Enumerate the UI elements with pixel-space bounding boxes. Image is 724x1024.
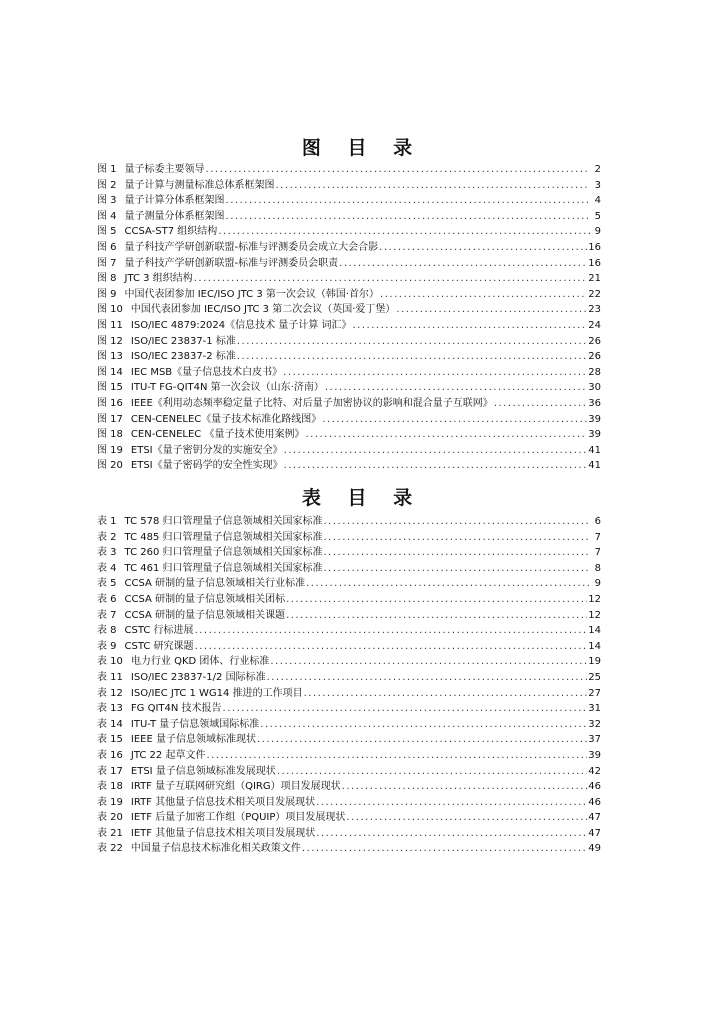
figure-entry[interactable] [97, 412, 601, 428]
entry-title: ISO/IEC 23837-1 标准 [130, 335, 236, 347]
entry-title: ETSI《量子密码学的安全性实现》 [130, 460, 283, 472]
dot-leader [284, 443, 588, 459]
entry-title: CCSA-ST7 组织结构 [124, 226, 218, 238]
entry-label: 图 13 [97, 351, 123, 363]
entry-page-number: 28 [588, 366, 601, 378]
entry-title: ISO/IEC 23837-1/2 国际标准 [130, 671, 266, 683]
entry-page-number: 9 [594, 226, 601, 238]
entry-page-number: 14 [588, 625, 601, 637]
dot-leader [218, 224, 590, 240]
table-entry[interactable] [97, 779, 601, 795]
dot-leader [339, 256, 587, 272]
entry-title: 中国代表团参加 IEC/ISO JTC 3 第二次会议（英国·爱丁堡） [130, 304, 396, 316]
entry-title: ISO/IEC JTC 1 WG14 推进的工作项目 [130, 687, 303, 699]
dot-leader [267, 670, 588, 686]
entry-page-number: 23 [588, 304, 601, 316]
dot-leader [226, 209, 590, 225]
entry-title: 量子科技产学研创新联盟-标准与评测委员会职责 [124, 257, 339, 269]
entry-title: CEN-CENELEC《量子技术标准化路线图》 [130, 413, 322, 425]
entry-label: 图 20 [97, 460, 123, 472]
dot-leader [306, 576, 590, 592]
entry-label: 表 22 [97, 843, 123, 855]
entry-page-number: 36 [588, 397, 601, 409]
entry-title: 电力行业 QKD 团体、行业标准 [130, 656, 270, 668]
entry-title: IRTF 其他量子信息技术相关项目发展现状 [130, 796, 316, 808]
dot-leader [304, 686, 588, 702]
entry-label: 表 7 [97, 609, 117, 621]
table-entry[interactable] [97, 639, 601, 655]
figure-entry[interactable] [97, 193, 601, 209]
entry-title: 中国代表团参加 IEC/ISO JTC 3 第一次会议（韩国·首尔） [124, 288, 380, 300]
figure-entry[interactable] [97, 380, 601, 396]
entry-title: IETF 后量子加密工作组（PQUIP）项目发展现状 [130, 812, 346, 824]
dot-leader [206, 748, 587, 764]
entry-label: 图 12 [97, 335, 123, 347]
entry-label: 表 1 [97, 516, 117, 527]
dot-leader [237, 334, 587, 350]
entry-title: TC 260 归口管理量子信息领域相关国家标准 [124, 547, 323, 559]
entry-page-number: 30 [588, 382, 601, 394]
entry-label: 表 4 [97, 562, 117, 574]
figure-entry[interactable] [97, 349, 601, 365]
entry-page-number: 41 [588, 444, 601, 456]
table-entry[interactable] [97, 608, 601, 624]
entry-label: 图 15 [97, 382, 123, 394]
entry-page-number: 49 [588, 843, 601, 855]
entry-title: ETSI《量子密钥分发的实施安全》 [130, 444, 283, 456]
entry-title: ETSI 量子信息领域标准发展现状 [130, 765, 276, 777]
entry-title: IRTF 量子互联网研究组（QIRG）项目发展现状 [130, 781, 341, 793]
entry-page-number: 7 [594, 531, 601, 543]
figure-entry[interactable] [97, 318, 601, 334]
dot-leader [206, 162, 590, 178]
entry-label: 图 16 [97, 397, 123, 409]
entry-label: 表 5 [97, 578, 117, 590]
dot-leader [286, 592, 587, 608]
dot-leader [237, 349, 587, 365]
entry-page-number: 46 [588, 796, 601, 808]
entry-label: 图 11 [97, 319, 123, 331]
entry-label: 图 9 [97, 288, 117, 300]
entry-page-number: 8 [594, 562, 601, 574]
dot-leader [277, 764, 587, 780]
dot-leader [316, 795, 587, 811]
entry-title: TC 461 归口管理量子信息领域相关国家标准 [124, 562, 323, 574]
entry-label: 图 18 [97, 429, 123, 441]
entry-label: 图 7 [97, 257, 117, 269]
dot-leader [286, 608, 587, 624]
entry-page-number: 39 [588, 429, 601, 441]
entry-page-number: 25 [588, 671, 601, 683]
entry-label: 图 6 [97, 241, 117, 253]
entry-label: 表 11 [97, 671, 123, 683]
table-entry[interactable] [97, 701, 601, 717]
dot-leader [342, 779, 588, 795]
entry-label: 图 8 [97, 273, 117, 285]
entry-page-number: 26 [588, 335, 601, 347]
entry-page-number: 42 [588, 765, 601, 777]
entry-title: IEC MSB《量子信息技术白皮书》 [130, 366, 283, 378]
dot-leader [284, 458, 588, 474]
entry-page-number: 3 [594, 179, 601, 191]
entry-page-number: 31 [588, 703, 601, 715]
figure-entry[interactable] [97, 334, 601, 350]
dot-leader [324, 561, 591, 577]
dot-leader [316, 826, 587, 842]
entry-label: 表 16 [97, 749, 123, 761]
figure-entry[interactable] [97, 240, 601, 256]
table-entry[interactable] [97, 748, 601, 764]
table-entry[interactable] [97, 561, 601, 577]
entry-title: 量子科技产学研创新联盟-标准与评测委员会成立大会合影 [124, 241, 379, 253]
entry-label: 表 13 [97, 703, 123, 715]
dot-leader [194, 271, 588, 287]
entry-label: 图 3 [97, 195, 117, 207]
entry-label: 表 12 [97, 687, 123, 699]
entry-page-number: 27 [588, 687, 601, 699]
entry-title: 中国量子信息技术标准化相关政策文件 [130, 843, 301, 855]
entry-label: 表 14 [97, 718, 123, 730]
dot-leader [195, 623, 588, 639]
entry-page-number: 14 [588, 640, 601, 652]
entry-label: 表 18 [97, 781, 123, 793]
entry-title: CCSA 研制的量子信息领域相关行业标准 [124, 578, 306, 590]
entry-title: 量子计算与测量标准总体系框架图 [124, 179, 275, 191]
entry-title: JTC 22 起草文件 [130, 749, 206, 761]
entry-page-number: 46 [588, 781, 601, 793]
dot-leader [305, 427, 587, 443]
table-entry[interactable] [97, 732, 601, 748]
table-list [97, 514, 601, 857]
dot-leader [195, 639, 588, 655]
dot-leader [257, 732, 587, 748]
entry-title: CCSA 研制的量子信息领域相关课题 [124, 609, 286, 621]
table-entry[interactable] [97, 717, 601, 733]
entry-title: FG QIT4N 技术报告 [130, 703, 222, 715]
entry-label: 表 2 [97, 531, 117, 543]
entry-label: 表 21 [97, 827, 123, 839]
entry-label: 表 15 [97, 734, 123, 746]
dot-leader [379, 240, 587, 256]
entry-title: 量子测量分体系框架图 [124, 210, 225, 222]
table-entry[interactable] [97, 670, 601, 686]
entry-title: ISO/IEC 4879:2024《信息技术 量子计算 词汇》 [130, 319, 352, 331]
dot-leader [380, 287, 587, 303]
entry-title: ISO/IEC 23837-2 标准 [130, 351, 236, 363]
entry-page-number: 5 [594, 210, 601, 222]
entry-page-number: 41 [588, 460, 601, 472]
table-entry[interactable] [97, 576, 601, 592]
dot-leader [324, 530, 591, 546]
table-entry[interactable] [97, 654, 601, 670]
figure-list-heading: 图 目 录 [301, 137, 423, 159]
table-list-heading: 表 目 录 [301, 487, 423, 509]
entry-title: TC 578 归口管理量子信息领域相关国家标准 [124, 516, 323, 527]
entry-label: 图 19 [97, 444, 123, 456]
entry-page-number: 24 [588, 319, 601, 331]
table-entry[interactable] [97, 795, 601, 811]
dot-leader [494, 396, 587, 412]
entry-title: 量子计算分体系框架图 [124, 195, 225, 207]
entry-label: 表 8 [97, 625, 117, 637]
entry-label: 图 2 [97, 179, 117, 191]
dot-leader [325, 380, 587, 396]
entry-page-number: 9 [594, 578, 601, 590]
figure-entry[interactable] [97, 302, 601, 318]
entry-label: 图 10 [97, 304, 123, 316]
entry-title: IEEE《利用动态频率稳定量子比特、对后量子加密协议的影响和混合量子互联网》 [130, 397, 493, 409]
entry-page-number: 12 [588, 609, 601, 621]
figure-entry[interactable] [97, 271, 601, 287]
entry-page-number: 21 [588, 273, 601, 285]
entry-page-number: 12 [588, 593, 601, 605]
dot-leader [223, 701, 588, 717]
entry-label: 表 19 [97, 796, 123, 808]
entry-page-number: 39 [588, 413, 601, 425]
entry-title: CSTC 行标进展 [124, 625, 194, 637]
entry-label: 图 4 [97, 210, 117, 222]
entry-title: 量子标委主要领导 [124, 164, 205, 175]
figure-entry[interactable] [97, 443, 601, 459]
table-entry[interactable] [97, 841, 601, 857]
entry-page-number: 7 [594, 547, 601, 559]
entry-page-number: 2 [594, 164, 601, 175]
dot-leader [353, 318, 588, 334]
entry-title: IETF 其他量子信息技术相关项目发展现状 [130, 827, 316, 839]
entry-title: TC 485 归口管理量子信息领域相关国家标准 [124, 531, 323, 543]
table-entry[interactable] [97, 530, 601, 546]
entry-label: 表 6 [97, 593, 117, 605]
table-entry[interactable] [97, 764, 601, 780]
table-entry[interactable] [97, 810, 601, 826]
figure-entry[interactable] [97, 427, 601, 443]
figure-entry[interactable] [97, 287, 601, 303]
entry-label: 图 5 [97, 226, 117, 238]
table-entry[interactable] [97, 686, 601, 702]
dot-leader [346, 810, 587, 826]
entry-title: JTC 3 组织结构 [124, 273, 193, 285]
entry-label: 表 17 [97, 765, 123, 777]
entry-title: CEN-CENELEC 《量子技术使用案例》 [130, 429, 305, 441]
entry-label: 表 20 [97, 812, 123, 824]
figure-entry[interactable] [97, 256, 601, 272]
dot-leader [324, 545, 591, 561]
entry-title: ITU-T 量子信息领域国际标准 [130, 718, 260, 730]
entry-label: 图 14 [97, 366, 123, 378]
dot-leader [322, 412, 587, 428]
entry-title: IEEE 量子信息领域标准现状 [130, 734, 256, 746]
entry-label: 表 9 [97, 640, 117, 652]
table-entry[interactable] [97, 623, 601, 639]
entry-page-number: 32 [588, 718, 601, 730]
entry-page-number: 26 [588, 351, 601, 363]
entry-page-number: 39 [588, 749, 601, 761]
entry-page-number: 16 [588, 257, 601, 269]
entry-page-number: 22 [588, 288, 601, 300]
entry-title: CSTC 研究课题 [124, 640, 194, 652]
dot-leader [270, 654, 587, 670]
table-entry[interactable] [97, 545, 601, 561]
entry-page-number: 16 [588, 241, 601, 253]
entry-page-number: 4 [594, 195, 601, 207]
dot-leader [324, 514, 591, 530]
table-entry[interactable] [97, 514, 601, 530]
entry-label: 表 10 [97, 656, 123, 668]
entry-page-number: 47 [588, 827, 601, 839]
dot-leader [302, 841, 587, 857]
dot-leader [396, 302, 587, 318]
entry-label: 表 3 [97, 547, 117, 559]
entry-title: ITU-T FG-QIT4N 第一次会议（山东·济南） [130, 382, 324, 394]
figure-entry[interactable] [97, 458, 601, 474]
figure-entry[interactable] [97, 396, 601, 412]
entry-title: CCSA 研制的量子信息领域相关团标 [124, 593, 286, 605]
entry-page-number: 6 [594, 516, 601, 527]
entry-page-number: 47 [588, 812, 601, 824]
dot-leader [226, 193, 590, 209]
entry-page-number: 37 [588, 734, 601, 746]
entry-label: 图 1 [97, 164, 117, 175]
figure-entry[interactable] [97, 209, 601, 225]
figure-entry[interactable] [97, 365, 601, 381]
dot-leader [260, 717, 587, 733]
dot-leader [276, 178, 590, 194]
table-entry[interactable] [97, 592, 601, 608]
table-entry[interactable] [97, 826, 601, 842]
figure-entry[interactable] [97, 162, 601, 178]
figure-list [97, 162, 601, 474]
entry-page-number: 19 [588, 656, 601, 668]
figure-entry[interactable] [97, 224, 601, 240]
dot-leader [283, 365, 587, 381]
entry-label: 图 17 [97, 413, 123, 425]
figure-entry[interactable] [97, 178, 601, 194]
